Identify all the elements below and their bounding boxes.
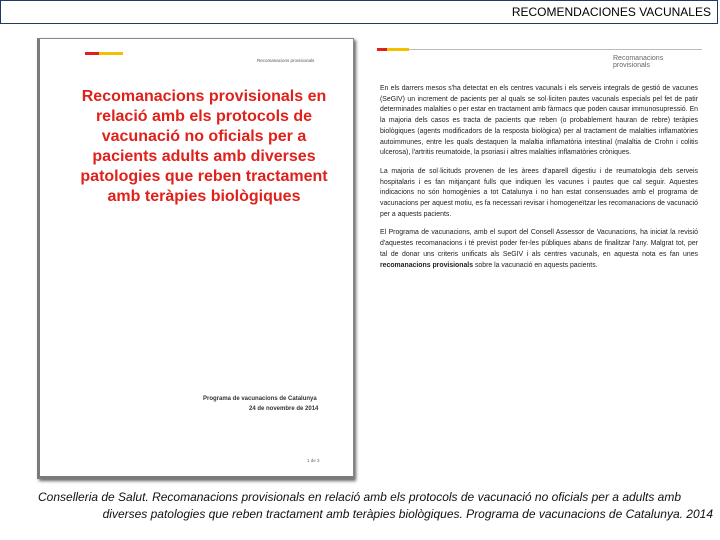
- cover-title-line: amb teràpies biològiques: [107, 188, 301, 205]
- text-page-header-label: Recomanacions provisionals: [613, 55, 664, 69]
- image-caption: [38, 489, 713, 523]
- document-text-page: [365, 38, 702, 338]
- body-text: El Programa de vacunacions, amb el suport del Consell Assessor de Vacunacions, ha iniciat la revisió d'aquestes recomanacions i té previst poder fer-les públiques abans de finalitzar l'any. Malgrat tot, per tal de donar uns criteris unificats als SeGIV i als centres vacunals, en aquesta nota es fan unes: [380, 229, 698, 258]
- cover-header-label: Recomanacions provisionals: [257, 58, 315, 63]
- document-cover-page: [37, 38, 354, 479]
- header-accent-yellow: [387, 48, 409, 51]
- slide-title: RECOMENDACIONES VACUNALES: [511, 5, 711, 19]
- cover-title-line: relació amb els protocols de: [95, 108, 313, 125]
- body-bold-text: recomanacions provisionals: [380, 261, 474, 269]
- header-accent-red: [85, 52, 99, 55]
- cover-footer-date: 24 de novembre de 2014: [249, 406, 319, 412]
- text-page-body: [380, 84, 698, 279]
- body-paragraph: [380, 228, 698, 271]
- cover-footer-program: Programa de vacunacions de Catalunya: [203, 396, 317, 402]
- cover-title-line: Recomanacions provisionals en: [81, 88, 327, 105]
- slide-header-bar: [0, 0, 718, 24]
- cover-title-line: patologies que reben tractament: [80, 168, 328, 185]
- caption-line: diverses patologies que reben tractament amb teràpies biològiques. Programa de vacunacions de Catalunya. 2014: [102, 507, 713, 521]
- cover-title-line: vacunació no oficials per a: [101, 128, 307, 145]
- body-paragraph: En els darrers mesos s'ha detectat en els centres vacunals i els serveis integrals de gestió de vacunes (SeGIV) un increment de pacients per al quals se sol·liciten pautes vacunals especials pel fet de patir determinades malalties o per estar en tractament amb fàrmacs que poden causar immunosupressió. En la majoria dels casos es tracta de pacients que reben (o probablement hauran de rebre) teràpies biològiques (agents modificadors de la resposta biològica) per al tractament de malalties inflamatòries autoimmunes, entre les quals destaquen la malaltia inflamatòria intestinal (malaltia de Crohn i colitis ulcerosa), l'artritis reumatoide, la psoriasi i altres malalties inflamatòries cròniques.: [380, 85, 698, 157]
- header-accent-red: [377, 48, 387, 51]
- body-text: sobre la vacunació en aquests pacients.: [473, 261, 598, 269]
- body-paragraph: La majoria de sol·licituds provenen de les àrees d'aparell digestiu i de reumatologia dels serveis hospitalaris i es fan mitjançant fulls que indiquen les vacunes i pautes que cal seguir. Aquestes indicacions no són homogènies a tot Catalunya i no han estat consensuades amb el programa de vacunacions per aquest motiu, es fa necessari revisar i homogeneïtzar les recomanacions de vacunació per a aquests pacients.: [380, 167, 698, 218]
- cover-title-line: pacients adults amb diverses: [92, 148, 316, 165]
- cover-page-number: 1 de 3: [307, 458, 320, 463]
- header-rule: [409, 49, 702, 50]
- caption-line: Conselleria de Salut. Recomanacions provisionals en relació amb els protocols de vacunació no oficials per a adults amb: [38, 490, 682, 504]
- cover-title: [80, 87, 328, 207]
- header-accent-yellow: [99, 52, 123, 55]
